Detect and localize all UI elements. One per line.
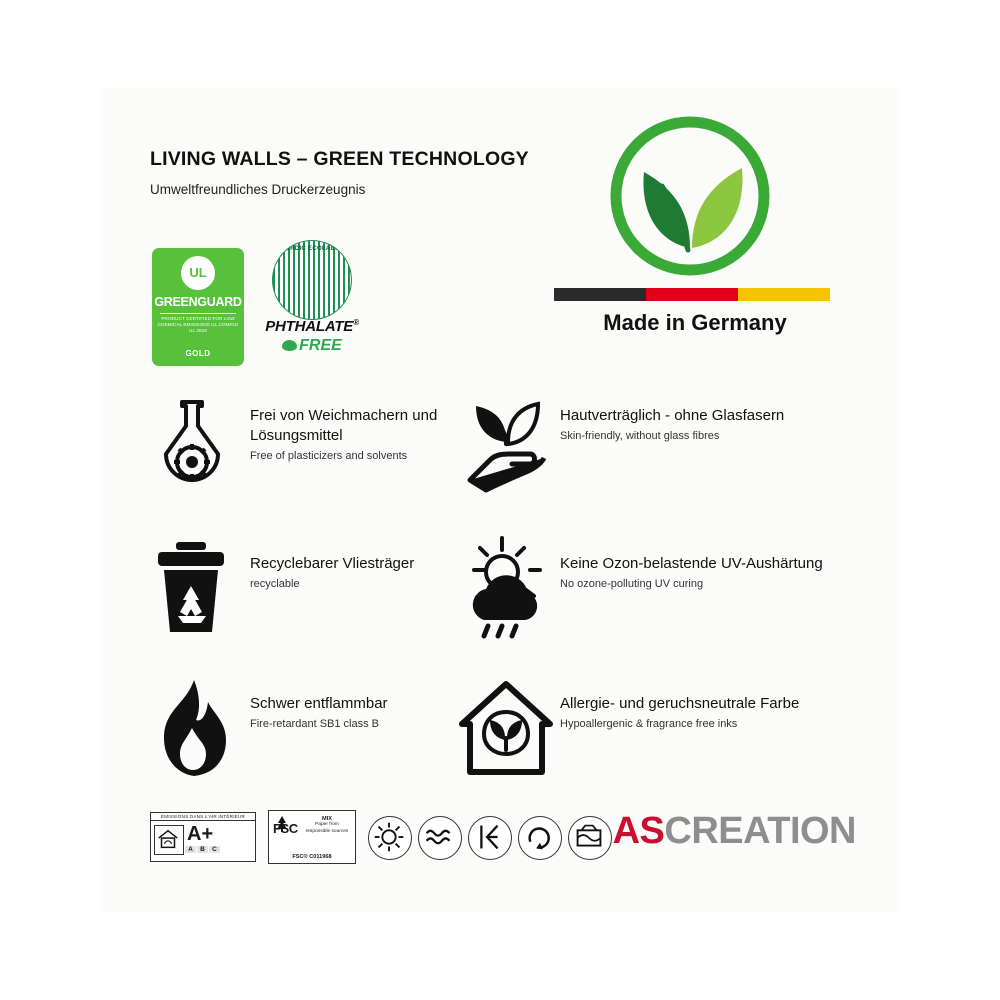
fsc-claim: [301, 816, 353, 835]
brand-as: AS: [612, 810, 665, 852]
nordic-swan-label: NORDIC ECOLABEL: [280, 246, 344, 252]
feature-label-en: Fire-retardant SB1 class B: [250, 718, 379, 730]
emissions-scale: [185, 846, 220, 853]
emissions-title: ÉMISSIONS DANS L'AIR INTÉRIEUR: [151, 813, 255, 821]
recycle-bin-icon: [146, 536, 238, 646]
flame-icon: [146, 676, 238, 786]
feature-text: [560, 406, 890, 443]
fsc-mark: FSC: [273, 821, 298, 836]
fsc-mix: MIX: [322, 816, 332, 822]
feature-item: [456, 388, 806, 518]
feature-item: [146, 536, 496, 666]
made-in-germany-label: Made in Germany: [603, 310, 787, 335]
fsc-badge: [268, 810, 356, 864]
fsc-code: FSC® C011968: [292, 854, 332, 860]
sun-resistant-icon: [368, 816, 412, 860]
feature-item: [456, 536, 823, 666]
emissions-scale-b: B: [197, 846, 208, 853]
feature-text: [560, 694, 890, 731]
free-label-row: [258, 337, 366, 355]
flask-icon: [146, 388, 238, 498]
indoor-air-emissions-badge: [150, 812, 256, 862]
feature-label-de: Recyclebarer Vliesträger: [250, 555, 415, 572]
feature-label-de: Hautverträglich - ohne Glasfasern: [560, 407, 785, 424]
feature-label-de: Allergie- und geruchsneutrale Farbe: [560, 695, 800, 712]
feature-label-de: Schwer entflammbar: [250, 695, 388, 712]
feature-label-en: Hypoallergenic & fragrance free inks: [560, 718, 738, 730]
house-icon: [154, 825, 184, 855]
leaf-icon: [282, 340, 297, 351]
feature-item: [146, 676, 496, 806]
feature-item: [456, 676, 806, 806]
paste-wall-icon: [568, 816, 612, 860]
free-label: FREE: [299, 337, 342, 354]
feature-label-en: Free of plasticizers and solvents: [250, 450, 408, 462]
emissions-scale-a: A: [185, 846, 196, 853]
phthalate-free-badge: [258, 240, 366, 368]
ul-mark: UL: [181, 256, 215, 290]
phthalate-label: [258, 318, 366, 335]
emissions-scale-c: C: [209, 846, 220, 853]
greenguard-fineprint: PRODUCT CERTIFIED FOR LOW CHEMICAL EMISSIONS UL.COM/GG UL 2818: [157, 316, 239, 333]
fsc-line1: Paper from: [315, 822, 339, 828]
page-subtitle: Umweltfreundliches Druckerzeugnis: [150, 182, 366, 197]
feature-item: [146, 388, 496, 518]
divider: [160, 313, 236, 314]
house-leaf-icon: [456, 676, 548, 786]
green-technology-leaf-logo: [610, 116, 770, 276]
emissions-body: [151, 821, 255, 859]
footer-bar: [150, 810, 856, 872]
feature-label-en: recyclable: [250, 578, 300, 590]
feature-label-de: Frei von Weichmachern und Lösungsmittel: [250, 407, 438, 444]
made-in-germany-block: [530, 116, 860, 356]
greenguard-name: GREENGUARD: [154, 295, 242, 309]
info-sheet: [100, 88, 900, 912]
fsc-line2: responsible sources: [305, 828, 349, 834]
nordic-swan-icon: [272, 240, 352, 320]
registered-mark: ®: [353, 318, 359, 327]
feature-label-en: No ozone-polluting UV curing: [560, 578, 704, 590]
feature-label-en: Skin-friendly, without glass fibres: [560, 430, 720, 442]
recycle-arrow-icon: [518, 816, 562, 860]
hand-sprout-icon: [456, 388, 548, 498]
strippable-icon: [468, 816, 512, 860]
washable-icon: [418, 816, 462, 860]
emissions-grade: A+: [187, 823, 214, 845]
page-title: LIVING WALLS – GREEN TECHNOLOGY: [150, 148, 529, 170]
german-flag: [554, 288, 830, 301]
feature-label-de: Keine Ozon-belastende UV-Aushärtung: [560, 555, 823, 572]
brand-logo: [613, 810, 856, 853]
greenguard-badge: [152, 248, 244, 366]
phthalate-word: PHTHALATE: [265, 318, 354, 335]
brand-creation: CREATION: [664, 810, 856, 852]
greenguard-level: GOLD: [185, 349, 211, 358]
feature-text: [560, 554, 890, 591]
sun-cloud-rain-icon: [456, 536, 548, 646]
